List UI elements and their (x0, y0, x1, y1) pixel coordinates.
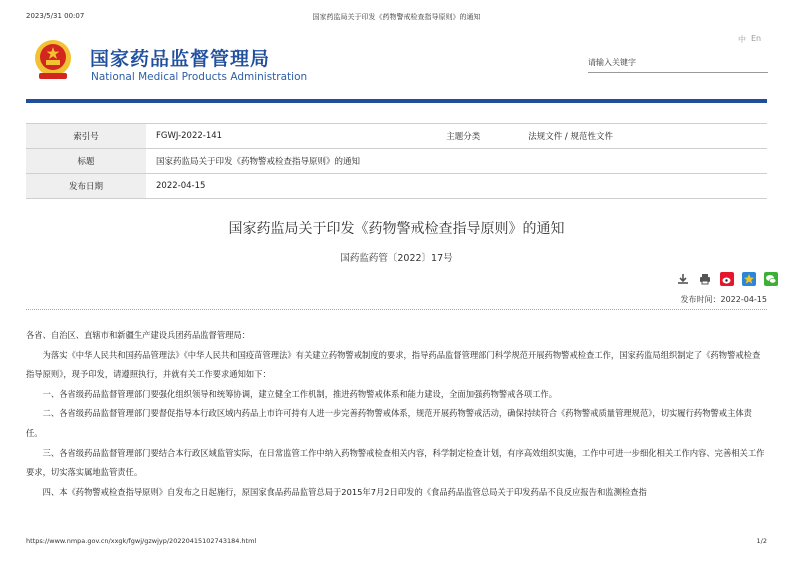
table-row (26, 124, 767, 149)
wechat-share-icon[interactable] (764, 272, 778, 286)
table-row (26, 174, 767, 199)
lang-en-link[interactable]: En (751, 34, 762, 43)
table-row (26, 149, 767, 174)
print-icon[interactable] (698, 272, 712, 286)
body-paragraph: 四、本《药物警戒检查指导原则》自发布之日起施行，原国家食品药品监管总局于2015年7月2日印发的《食品药品监管总局关于印发药品不良反应报告和监测检查指 (42, 486, 647, 497)
article-toolbar (676, 268, 781, 284)
body-paragraph: 二、各省级药品监督管理部门要督促指导本行政区域内药品上市许可持有人进一步完善药物警戒体系，规范开展药物警戒活动，确保持续符合《药物警戒质量管理规范》，切实履行药物警戒主体责任。 (26, 408, 752, 438)
body-paragraph: 为落实《中华人民共和国药品管理法》《中华人民共和国疫苗管理法》有关建立药物警戒制度的要求，指导药品监督管理部门科学规范开展药物警戒检查工作，国家药监局组织制定了《药物警戒检查指导原则》，现予印发，请遵照执行，并就有关工作要求通知如下： (26, 349, 761, 380)
document-number: 国药监药管〔2022〕17号 (340, 253, 453, 264)
publish-time: 发布时间：2022-04-15 (680, 295, 767, 304)
footer-url: https://www.nmpa.gov.cn/xxgk/fgwj/gzwjyp/20220415102743184.html (26, 537, 257, 545)
print-page-title: 国家药监局关于印发《药物警戒检查指导原则》的通知 (312, 13, 481, 21)
header-divider (26, 99, 767, 103)
index-label: 索引号 (26, 124, 146, 149)
date-value: 2022-04-15 (146, 174, 767, 199)
qzone-share-icon[interactable] (742, 272, 756, 286)
lang-cn-link[interactable]: 中 (738, 35, 746, 44)
addressee: 各省、自治区、直辖市和新疆生产建设兵团药品监督管理局： (26, 330, 251, 340)
index-value: FGWJ-2022-141 (146, 124, 360, 149)
info-table (26, 123, 767, 199)
download-icon[interactable] (676, 272, 690, 286)
title-label: 标题 (26, 149, 146, 174)
title-value: 国家药监局关于印发《药物警戒检查指导原则》的通知 (146, 149, 767, 174)
weibo-share-icon[interactable] (720, 272, 734, 286)
org-name-cn[interactable]: 国家药品监督管理局 (90, 48, 271, 70)
org-name-en: National Medical Products Administration (91, 71, 308, 83)
date-label: 发布日期 (26, 174, 146, 199)
print-datetime: 2023/5/31 00:07 (26, 12, 85, 20)
category-value: 法规文件 / 规范性文件 (528, 124, 767, 149)
content-divider (26, 309, 767, 310)
national-emblem-icon (33, 38, 73, 82)
article-body (26, 326, 767, 502)
category-label: 主题分类 (360, 124, 528, 149)
body-paragraph: 三、各省级药品监督管理部门要结合本行政区域监管实际，在日常监管工作中纳入药物警戒检查相关内容，科学制定检查计划，有序高效组织实施，工作中可进一步细化相关工作内容、完善相关工作要求，切实落实属地监管责任。 (26, 447, 765, 478)
footer-page-number: 1/2 (756, 537, 767, 545)
body-paragraph: 一、各省级药品监督管理部门要强化组织领导和统筹协调，建立健全工作机制，推进药物警戒体系和能力建设，全面加强药物警戒各项工作。 (42, 388, 558, 399)
article-title: 国家药监局关于印发《药物警戒检查指导原则》的通知 (228, 221, 565, 237)
search-input[interactable]: 请输入关键字 (588, 54, 768, 73)
